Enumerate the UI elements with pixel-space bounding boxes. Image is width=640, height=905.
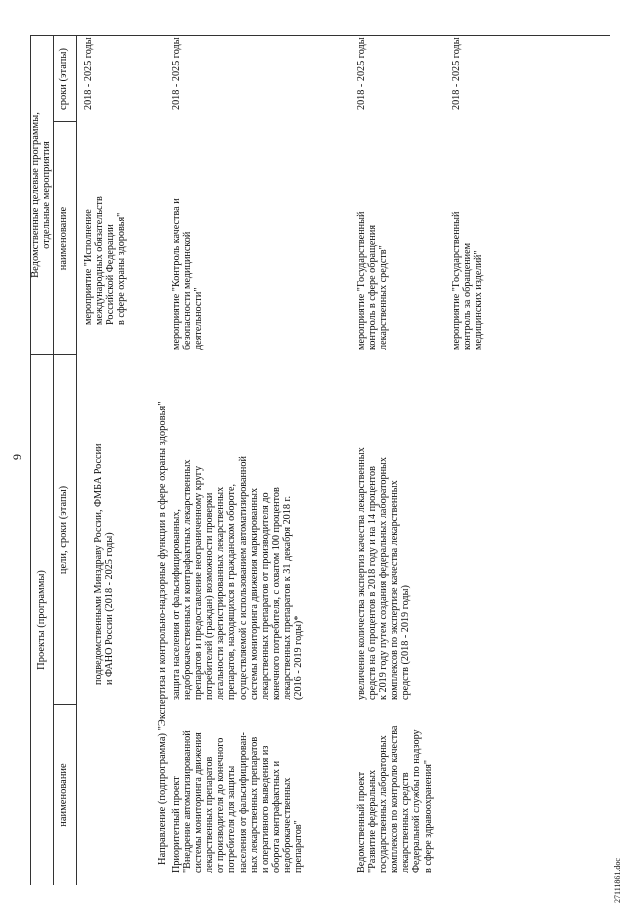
row3-program: мероприятие "Государственный контроль за обращением медицинских изделий" (451, 211, 485, 350)
row3-term: 2018 - 2025 годы (451, 37, 462, 110)
top-row-program: мероприятие "Исполнение международных обязательств Российской Федерации в сфере охраны здоровья" (83, 196, 128, 325)
row2-program: мероприятие "Государственный контроль в сфере обращения лекарственных средств" (356, 211, 390, 350)
row1-name: Приоритетный проект "Внедрение автоматизированной системы мониторинга движения лекарственных препаратов от производителя до конечного потребителя для защиты населения от фальсифицирован- ных лекарственных препаратов и оперативного выведения из оборота контрафактных и недоброкачественных препаратов" (171, 730, 305, 873)
header-projects: Проекты (программы) (36, 570, 47, 670)
header-col-name: наименование (58, 763, 69, 827)
header-col-goals: цели, сроки (этапы) (58, 485, 69, 575)
header-programs-line2: отдельные мероприятия (41, 141, 52, 249)
page-number: 9 (10, 454, 24, 460)
header-col-name2: наименование (58, 206, 69, 271)
header-programs-line1: Ведомственные целевые программы, (30, 112, 41, 278)
header-bottom-line (76, 36, 77, 885)
section-title: Направление (подпрограмма) "Экспертиза и контрольно-надзорные функции в сфере охраны здоровья" (157, 401, 168, 865)
row2-term: 2018 - 2025 годы (356, 37, 367, 110)
row1-term: 2018 - 2025 годы (171, 37, 182, 110)
top-row-term: 2018 - 2025 годы (83, 37, 94, 110)
table (30, 35, 610, 885)
row2-goal: увеличение количества экспертиз качества лекарственных средств на 6 процентов в 2018 году и на 14 процентов к 2019 году путем создания федеральных лабораторных комплексов по экспертизе качества лекарственных средств (2018 - 2019 годы) (356, 447, 412, 700)
doc-id: 27111861.doc (613, 858, 622, 903)
header-col-terms: сроки (этапы) (58, 48, 69, 110)
intro-text: подведомственными Минздраву России, ФМБА России и ФАНО России (2018 - 2025 годы) (93, 443, 116, 685)
header-divider (53, 36, 54, 885)
row1-goal: защита населения от фальсифицированных, недоброкачественных и контрафактных лекарственных препаратов и предоставление неограниченному кругу потребителей (граждан) возможности проверки легальности зарегистрированных лекарственных препаратов, находящихся в гражданском обороте, осуществляемой с использованием автоматизированной системы мониторинга движения маркированных лекарственных препаратов от производителя до конечного потребителя, с охватом 100 процентов лекарственных препаратов к 31 декабря 2018 г. (2016 - 2019 годы)* (171, 456, 305, 700)
row2-name: Ведомственный проект "Развитие федеральных государственных лабораторных комплексов по контролю качества лекарственных средств Федеральной службы по надзору в сфере здравоохранения" (356, 725, 434, 873)
row1-program: мероприятие "Контроль качества и безопасности медицинской деятельности" (171, 198, 205, 350)
